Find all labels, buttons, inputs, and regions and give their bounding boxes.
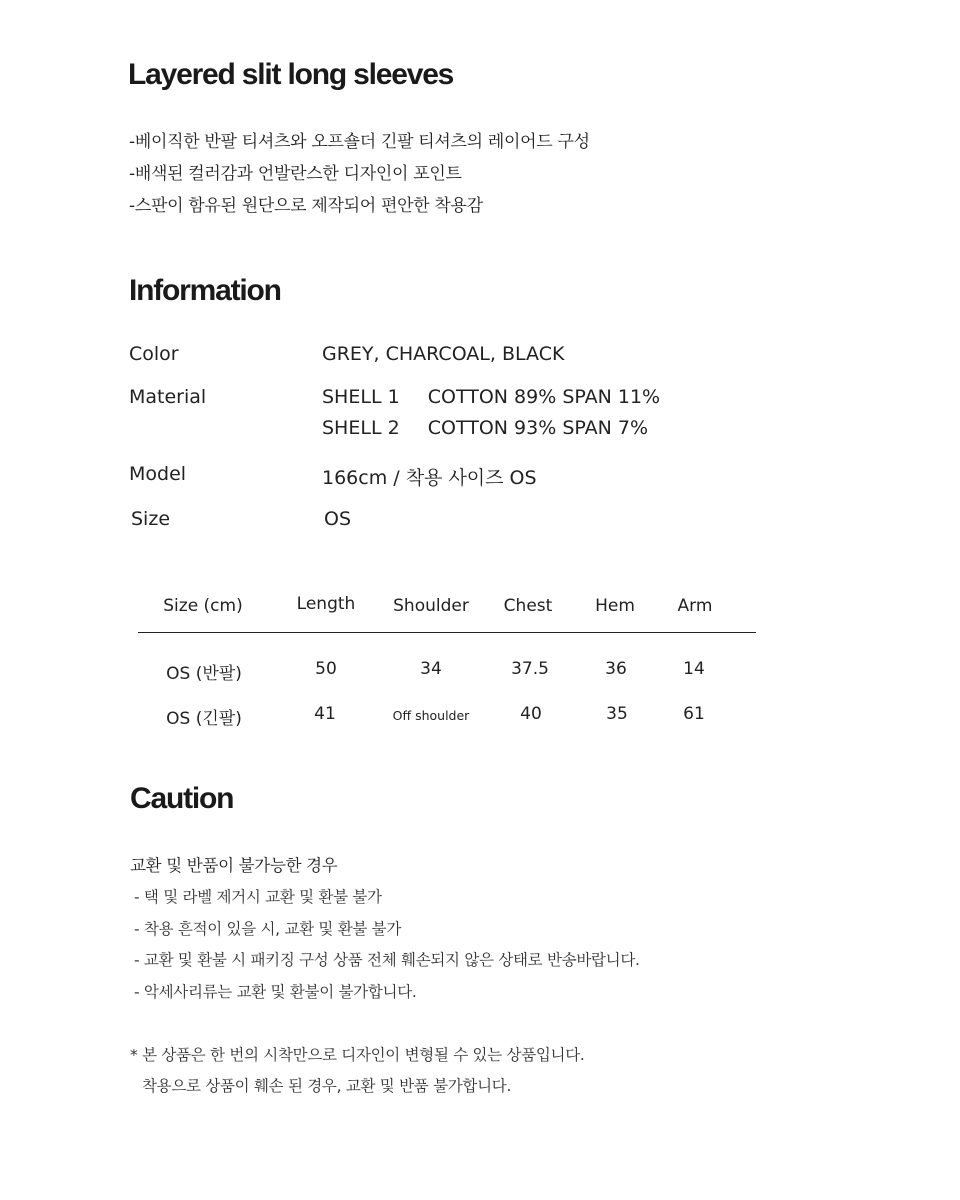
table-header: Arm bbox=[677, 596, 713, 616]
material-content: COTTON 89% SPAN 11% bbox=[427, 386, 661, 408]
table-divider bbox=[138, 632, 756, 633]
table-cell: 14 bbox=[683, 659, 705, 679]
table-header: Chest bbox=[503, 596, 553, 616]
description-line: -배색된 컬러감과 언발란스한 디자인이 포인트 bbox=[129, 164, 462, 184]
table-cell: 36 bbox=[605, 659, 627, 679]
caution-item: - 악세사리류는 교환 및 환불이 불가합니다. bbox=[134, 983, 417, 1001]
color-label: Color bbox=[129, 343, 179, 365]
description-line: -스판이 함유된 원단으로 제작되어 편안한 착용감 bbox=[129, 196, 483, 216]
material-part: SHELL 2 bbox=[322, 417, 400, 439]
material-content: COTTON 93% SPAN 7% bbox=[427, 417, 649, 439]
material-row-1 bbox=[322, 386, 660, 408]
caution-item: - 교환 및 환불 시 패키징 구성 상품 전체 훼손되지 않은 상태로 반송바랍니다. bbox=[134, 951, 640, 969]
material-part: SHELL 1 bbox=[322, 386, 400, 408]
caution-subheading: 교환 및 반품이 불가능한 경우 bbox=[130, 856, 338, 875]
caution-note: 착용으로 상품이 훼손 된 경우, 교환 및 반품 불가합니다. bbox=[142, 1077, 512, 1095]
information-heading: Information bbox=[129, 274, 281, 307]
table-cell: 41 bbox=[314, 704, 336, 724]
table-cell: OS (반팔) bbox=[166, 664, 242, 684]
caution-item: - 착용 흔적이 있을 시, 교환 및 환불 불가 bbox=[134, 920, 402, 938]
material-label: Material bbox=[129, 386, 207, 408]
table-header: Size (cm) bbox=[163, 596, 243, 616]
table-cell: OS (긴팔) bbox=[166, 709, 242, 729]
size-value: OS bbox=[324, 508, 352, 530]
table-header: Length bbox=[296, 594, 356, 614]
size-label: Size bbox=[131, 508, 171, 530]
caution-heading: Caution bbox=[130, 782, 234, 815]
table-cell: 50 bbox=[315, 659, 337, 679]
table-header: Shoulder bbox=[393, 596, 469, 616]
table-cell: 34 bbox=[420, 659, 442, 679]
caution-item: - 택 및 라벨 제거시 교환 및 환불 불가 bbox=[134, 888, 382, 906]
material-row-2 bbox=[322, 417, 648, 439]
color-value: GREY, CHARCOAL, BLACK bbox=[322, 343, 565, 365]
table-cell: Off shoulder bbox=[392, 708, 470, 723]
table-header: Hem bbox=[595, 596, 635, 616]
table-cell: 37.5 bbox=[511, 659, 549, 679]
model-label: Model bbox=[129, 463, 187, 485]
model-value: 166cm / 착용 사이즈 OS bbox=[322, 467, 537, 489]
caution-note: * 본 상품은 한 번의 시착만으로 디자인이 변형될 수 있는 상품입니다. bbox=[130, 1046, 585, 1064]
table-cell: 35 bbox=[606, 704, 628, 724]
product-title: Layered slit long sleeves bbox=[128, 58, 454, 91]
table-cell: 61 bbox=[683, 704, 705, 724]
description-line: -베이직한 반팔 티셔츠와 오프숄더 긴팔 티셔츠의 레이어드 구성 bbox=[129, 132, 590, 152]
table-cell: 40 bbox=[520, 704, 542, 724]
